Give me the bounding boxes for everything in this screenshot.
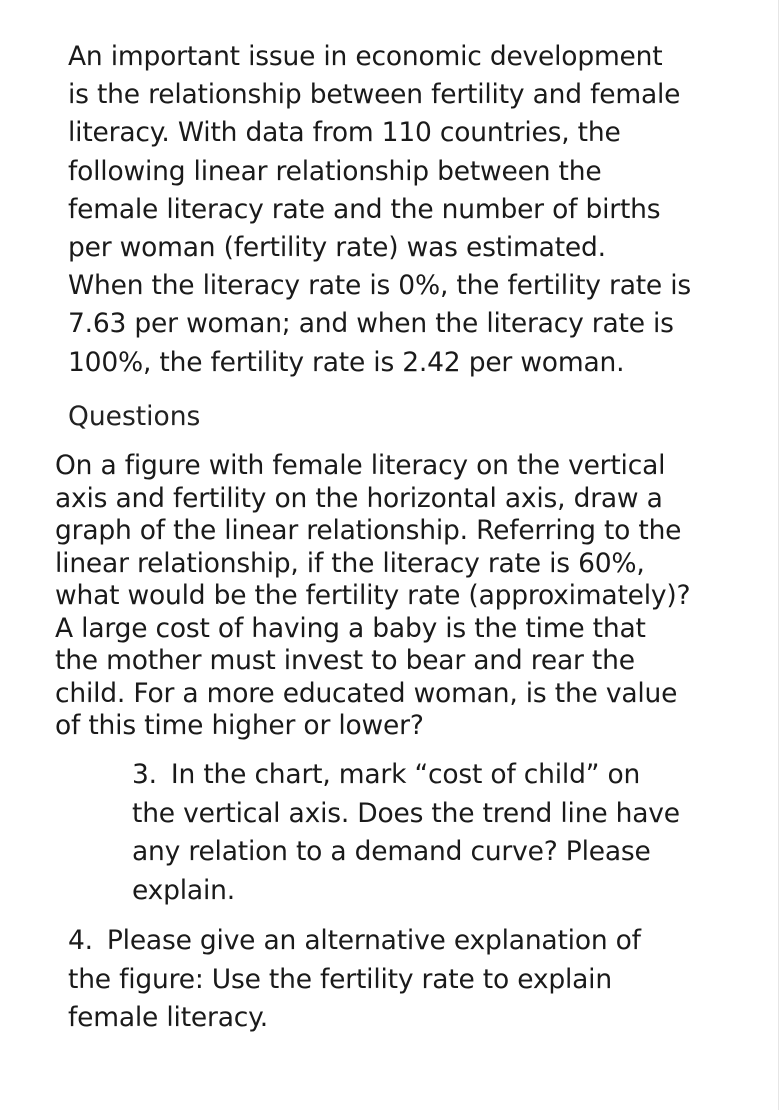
question-3-first-line bbox=[132, 756, 752, 795]
intro-line: When the literacy rate is 0%, the fertility rate is bbox=[68, 270, 692, 302]
item-text: any relation to a demand curve? Please bbox=[132, 836, 651, 867]
question-item-4 bbox=[68, 922, 748, 1038]
item-text: Please give an alternative explanation of bbox=[106, 925, 641, 956]
question-line: child. For a more educated woman, is the value bbox=[55, 677, 678, 709]
question-line: the mother must invest to bear and rear the bbox=[55, 645, 635, 676]
page-edge-divider bbox=[778, 0, 779, 1110]
item-text: female literacy. bbox=[68, 1002, 269, 1033]
question-line: linear relationship, if the literacy rate is 60%, bbox=[55, 547, 645, 579]
intro-line: An important issue in economic development bbox=[68, 41, 663, 72]
question-line: graph of the linear relationship. Referring to the bbox=[55, 515, 682, 546]
questions-heading: Questions bbox=[68, 401, 201, 432]
intro-line: 7.63 per woman; and when the literacy rate is bbox=[68, 308, 674, 340]
intro-line: literacy. With data from 110 countries, the bbox=[68, 117, 621, 149]
question-line: axis and fertility on the horizontal axis, draw a bbox=[55, 482, 663, 514]
intro-line: 100%, the fertility rate is 2.42 per woman. bbox=[68, 346, 625, 378]
question-line: of this time higher or lower? bbox=[55, 710, 424, 741]
item-text: explain. bbox=[132, 874, 235, 906]
question-paragraph bbox=[55, 450, 775, 743]
question-line: On a figure with female literacy on the vertical bbox=[55, 450, 666, 481]
intro-paragraph bbox=[68, 38, 758, 382]
intro-line: female literacy rate and the number of births bbox=[68, 193, 661, 225]
item-text: the vertical axis. Does the trend line have bbox=[132, 797, 680, 829]
question-item-3 bbox=[132, 756, 752, 910]
question-line: what would be the fertility rate (approximately)? bbox=[55, 580, 691, 611]
item-text: In the chart, mark “cost of child” on bbox=[170, 759, 641, 790]
item-number: 3. bbox=[132, 759, 157, 790]
item-text: the figure: Use the fertility rate to explain bbox=[68, 963, 612, 995]
intro-line: following linear relationship between the bbox=[68, 155, 602, 187]
item-number: 4. bbox=[68, 925, 93, 956]
intro-line: per woman (fertility rate) was estimated. bbox=[68, 232, 606, 264]
question-4-first-line bbox=[68, 922, 748, 961]
intro-line: is the relationship between fertility and female bbox=[68, 79, 681, 111]
question-line: A large cost of having a baby is the time that bbox=[55, 612, 646, 644]
